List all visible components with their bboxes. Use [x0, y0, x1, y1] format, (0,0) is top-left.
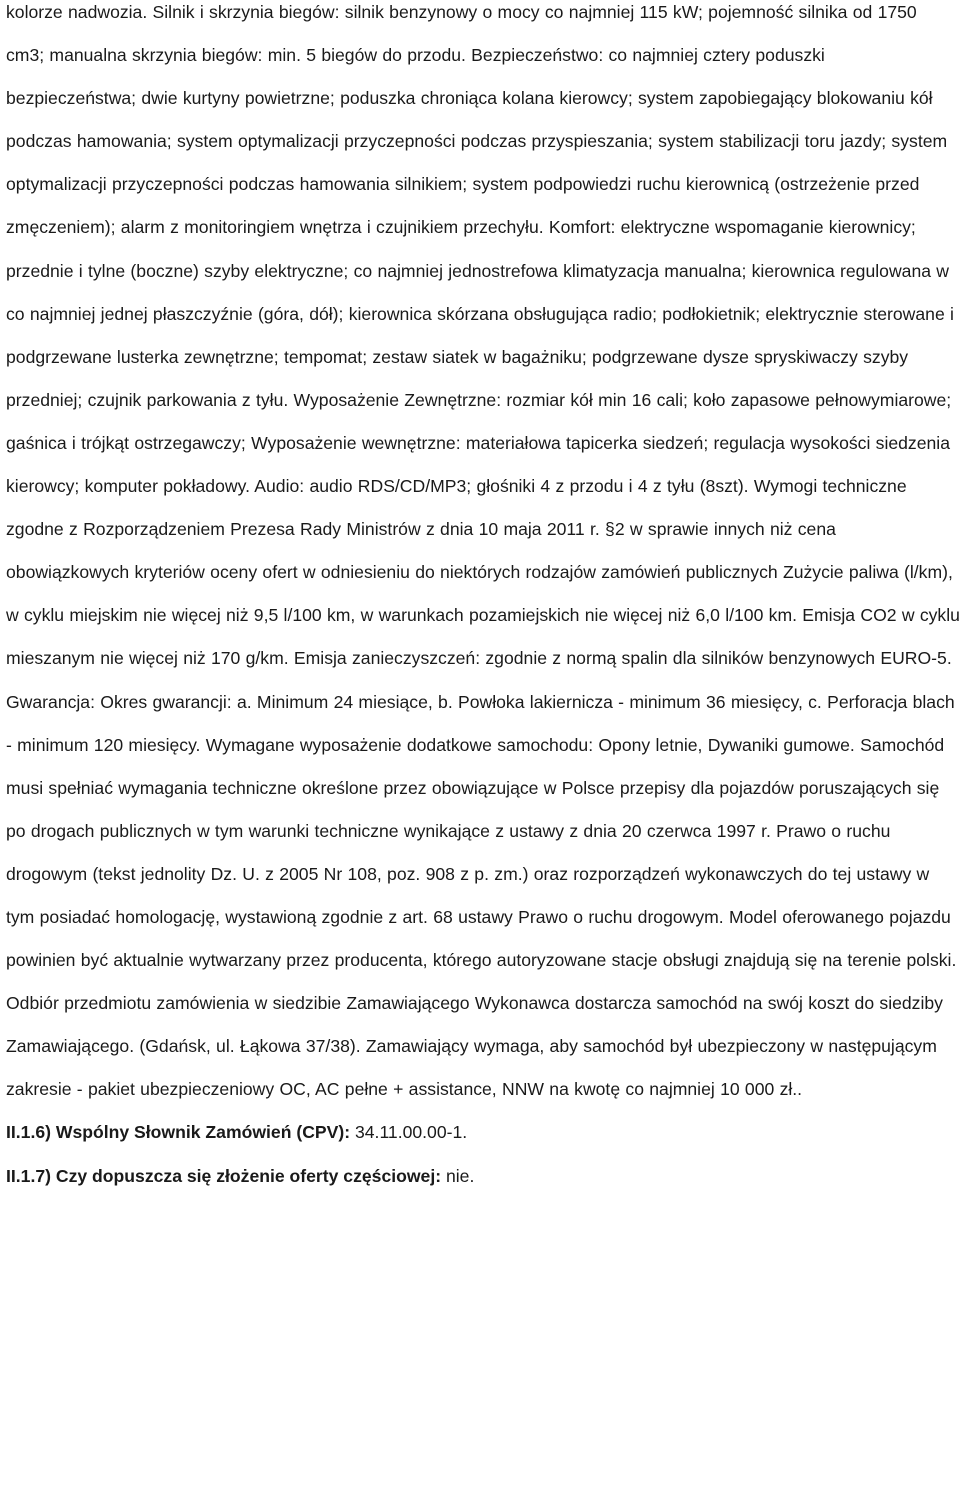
specification-paragraph: kolorze nadwozia. Silnik i skrzynia biegów: silnik benzynowy o mocy co najmniej 115 kW; pojemność silnika od 1750 cm3; manualna skrzynia biegów: min. 5 biegów do przodu. Bezpieczeństwo: co najmniej cztery poduszki bezpieczeństwa; dwie kurtyny powietrzne; poduszka chroniąca kolana kierowcy; system zapobiegający blokowaniu kół podczas hamowania; system optymalizacji przyczepności podczas przyspieszania; system stabilizacji toru jazdy; system optymalizacji przyczepności podczas hamowania silnikiem; system podpowiedzi ruchu kierownicą (ostrzeżenie przed zmęczeniem); alarm z monitoringiem wnętrza i czujnikiem przechyłu. Komfort: elektryczne wspomaganie kierownicy; przednie i tylne (boczne) szyby elektryczne; co najmniej jednostrefowa klimatyzacja manualna; kierownica regulowana w co najmniej jednej płaszczyźnie (góra, dół); kierownica skórzana obsługująca radio; podłokietnik; elektrycznie sterowane i podgrzewane lusterka zewnętrzne; tempomat; zestaw siatek w bagażniku; podgrzewane dysze spryskiwaczy szyby przedniej; czujnik parkowania z tyłu. Wyposażenie Zewnętrzne: rozmiar kół min 16 cali; koło zapasowe pełnowymiarowe; gaśnica i trójkąt ostrzegawczy; Wyposażenie wewnętrzne: materiałowa tapicerka siedzeń; regulacja wysokości siedzenia kierowcy; komputer pokładowy. Audio: audio RDS/CD/MP3; głośniki 4 z przodu i 4 z tyłu (8szt). Wymogi techniczne zgodne z Rozporządzeniem Prezesa Rady Ministrów z dnia 10 maja 2011 r. §2 w sprawie innych niż cena obowiązkowych kryteriów oceny ofert w odniesieniu do niektórych rodzajów zamówień publicznych Zużycie paliwa (l/km), w cyklu miejskim nie więcej niż 9,5 l/100 km, w warunkach pozamiejskich nie więcej niż 6,0 l/100 km. Emisja CO2 w cyklu mieszanym nie więcej niż 170 g/km. Emisja zanieczyszczeń: zgodnie z normą spalin dla silników benzynowych EURO-5. Gwarancja: Okres gwarancji: a. Minimum 24 miesiące, b. Powłoka lakiernicza - minimum 36 miesięcy, c. Perforacja blach - minimum 120 miesięcy. Wymagane wyposażenie dodatkowe samochodu: Opony letnie, Dywaniki gumowe. Samochód musi spełniać wymagania techniczne określone przez obowiązujące w Polsce przepisy dla pojazdów poruszających się po drogach publicznych w tym warunki techniczne wynikające z ustawy z dnia 20 czerwca 1997 r. Prawo o ruchu drogowym (tekst jednolity Dz. U. z 2005 Nr 108, poz. 908 z p. zm.) oraz rozporządzeń wykonawczych do tej ustawy w tym posiadać homologację, wystawioną zgodnie z art. 68 ustawy Prawo o ruchu drogowym. Model oferowanego pojazdu powinien być aktualnie wytwarzany przez producenta, którego autoryzowane stacje obsługi znajdują się na terenie polski. Odbiór przedmiotu zamówienia w siedzibie Zamawiającego Wykonawca dostarcza samochód na swój koszt do siedziby Zamawiającego. (Gdańsk, ul. Łąkowa 37/38). Zamawiający wymaga, aby samochód był ubezpieczony w następującym zakresie - pakiet ubezpieczeniowy OC, AC pełne + assistance, NNW na kwotę co najmniej 10 000 zł.. — [6, 2, 960, 1100]
cpv-section — [6, 1111, 960, 1154]
cpv-value: 34.11.00.00-1. — [350, 1122, 468, 1143]
partial-offer-section — [6, 1155, 960, 1198]
document-page — [6, 0, 960, 1198]
cpv-label: II.1.6) Wspólny Słownik Zamówień (CPV): — [6, 1122, 351, 1143]
partial-offer-value: nie. — [441, 1165, 475, 1186]
partial-offer-label: II.1.7) Czy dopuszcza się złożenie oferty częściowej: — [6, 1165, 442, 1186]
